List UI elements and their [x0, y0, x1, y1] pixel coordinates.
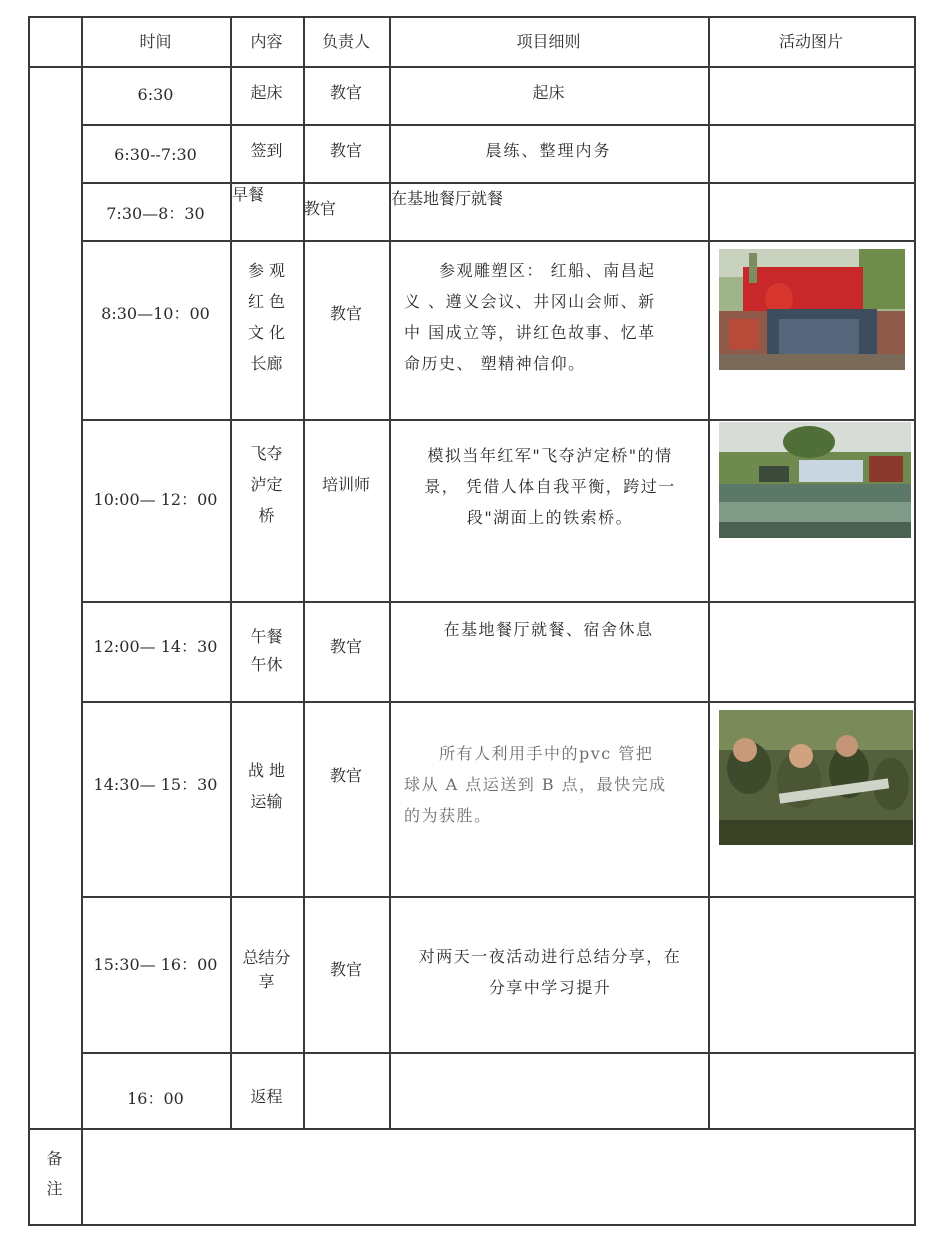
row-owner: 教官 [329, 141, 362, 160]
row-content: 起床 [250, 83, 283, 102]
row-time: 12:00— 14：30 [93, 637, 218, 656]
row-details: 模拟当年红军"飞夺泸定桥"的情 景， 凭借人体自我平衡，跨过一 段"湖面上的铁索桥。 [424, 445, 676, 527]
row-owner: 教官 [329, 766, 362, 785]
row-time: 10:00— 12：00 [93, 490, 218, 509]
row-time: 6:30 [137, 85, 174, 104]
row-details: 参观雕塑区： 红船、南昌起 义 、遵义会议、井冈山会师、新 中 国成立等，讲红色故事、忆革 命历史、 塑精神信仰。 [404, 261, 656, 373]
header-photo: 活动图片 [778, 32, 843, 51]
activity-photo-red-culture-corridor [719, 249, 905, 370]
row-content: 午餐 午休 [250, 627, 283, 674]
row-details: 在基地餐厅就餐 [391, 189, 504, 208]
row-time: 16：00 [127, 1089, 184, 1108]
row-content: 参 观 红 色 文 化 长廊 [247, 261, 286, 373]
row-details: 在基地餐厅就餐、宿舍休息 [443, 620, 654, 639]
header-content: 内容 [250, 32, 283, 51]
row-details: 起床 [532, 83, 565, 102]
row-time: 7:30—8：30 [106, 204, 205, 223]
row-content: 战 地 运输 [247, 761, 286, 811]
row-owner [303, 1052, 389, 1128]
row-details: 对两天一夜活动进行总结分享，在 分享中学习提升 [418, 947, 682, 997]
remarks-label: 备 注 [46, 1149, 63, 1198]
schedule-table [28, 16, 916, 1226]
row-details: 晨练、整理内务 [485, 141, 612, 160]
row-details: 所有人利用手中的pvc 管把 球从 A 点运送到 B 点，最快完成 的为获胜。 [404, 743, 667, 825]
row-owner: 教官 [329, 304, 362, 323]
row-content: 返程 [250, 1087, 283, 1106]
row-content: 飞夺 泸定 桥 [250, 443, 283, 525]
header-owner: 负责人 [321, 32, 370, 51]
row-owner: 培训师 [321, 475, 370, 494]
row-content: 签到 [250, 141, 283, 160]
row-time: 14:30— 15：30 [93, 775, 218, 794]
row-time: 15:30— 16：00 [93, 955, 218, 974]
activity-photo-battlefield-transport [719, 710, 913, 845]
row-details [389, 1052, 708, 1128]
row-owner: 教官 [329, 637, 362, 656]
row-time: 6:30--7:30 [114, 145, 197, 164]
row-time: 8:30—10：00 [101, 304, 210, 323]
activity-photo-luding-bridge [719, 422, 911, 538]
header-details: 项目细则 [516, 32, 581, 51]
remarks-value [81, 1128, 914, 1224]
row-owner: 教官 [329, 960, 362, 979]
row-content: 早餐 [232, 185, 265, 204]
row-owner: 教官 [304, 199, 337, 218]
row-owner: 教官 [329, 83, 362, 102]
row-content: 总结分 享 [242, 948, 291, 991]
header-time: 时间 [139, 32, 172, 51]
